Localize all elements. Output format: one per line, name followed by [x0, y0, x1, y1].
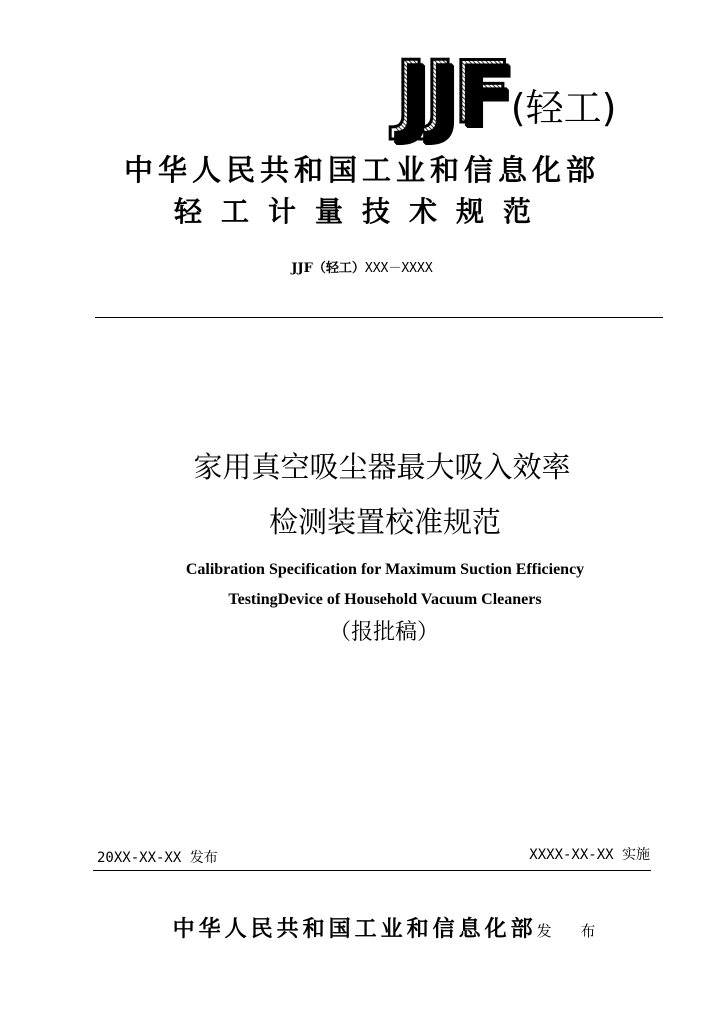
title-zh-line2: 检测装置校准规范 — [268, 505, 501, 539]
logo-suffix: (轻工) — [510, 86, 617, 130]
jjf-logo — [395, 43, 617, 143]
ministry-title: 中华人民共和国工业和信息化部 — [123, 153, 600, 187]
implement-date: XXXX-XX-XX 实施 — [529, 847, 650, 863]
publish-action: 发 布 — [536, 922, 608, 940]
spec-code-number: XXX－XXXX — [364, 261, 433, 276]
title-zh-line1: 家用真空吸尘器最大吸入效率 — [193, 450, 571, 484]
draft-status: （报批稿） — [328, 620, 439, 645]
logo-letters: JJF — [395, 43, 509, 143]
bottom-divider — [93, 870, 651, 871]
spec-type-title: 轻工计量技术规范 — [173, 195, 550, 228]
spec-code-prefix: JJF（轻工） — [291, 261, 365, 276]
publisher-name: 中华人民共和国工业和信息化部 — [172, 916, 537, 942]
publisher-line — [0, 912, 724, 948]
issue-date: 20XX-XX-XX 发布 — [97, 850, 218, 866]
title-en-line1: Calibration Specification for Maximum Suction Efficiency — [185, 561, 585, 578]
top-divider — [95, 317, 663, 318]
title-en-line2: TestingDevice of Household Vacuum Cleaners — [228, 591, 542, 608]
spec-code — [0, 259, 724, 279]
